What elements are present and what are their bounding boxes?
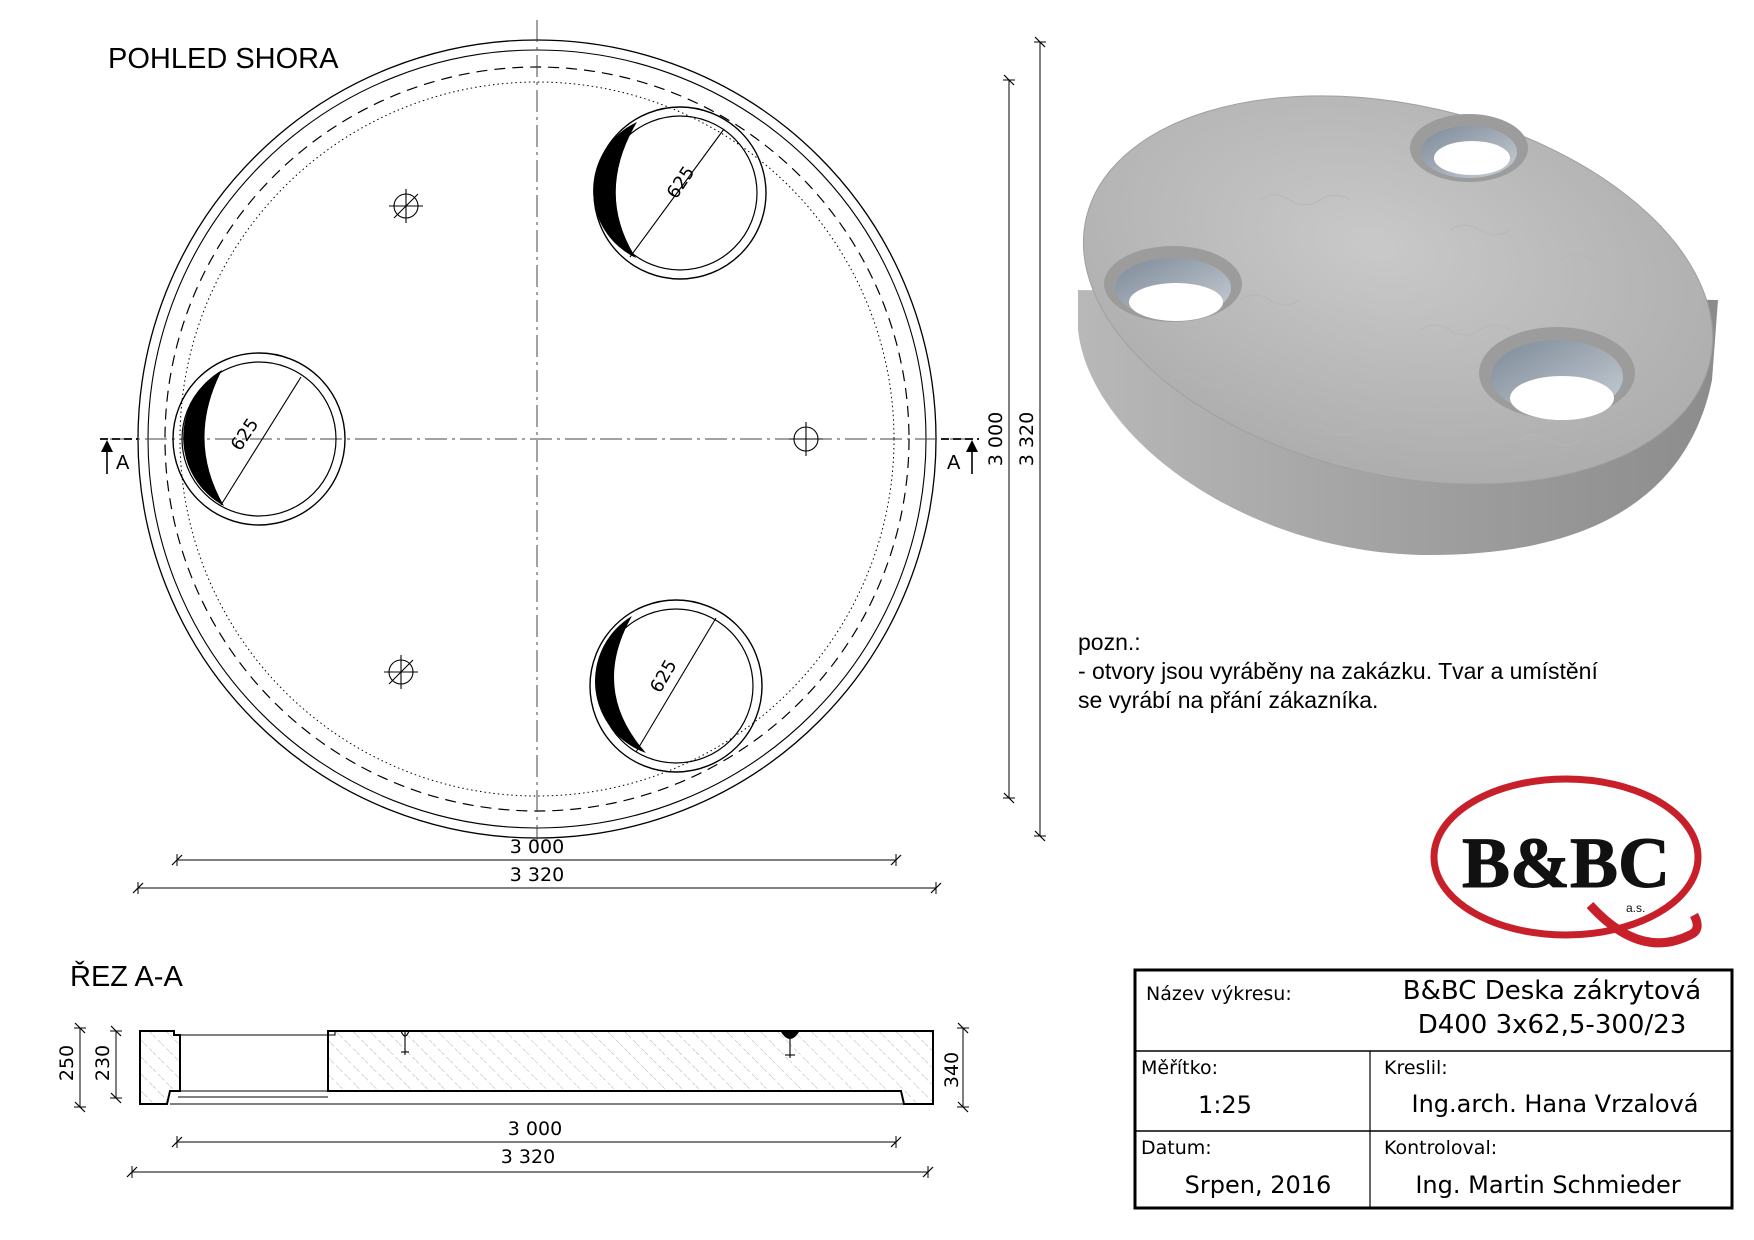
lifting-anchor-1 xyxy=(389,189,423,223)
svg-text:230: 230 xyxy=(92,1044,114,1082)
dimension-3320-horizontal xyxy=(138,864,936,888)
top-view xyxy=(100,20,1040,888)
dimension-340 xyxy=(941,1028,963,1107)
opening-top-right xyxy=(593,107,766,279)
lifting-anchor-2 xyxy=(789,422,823,456)
drawing-name-label: Název výkresu: xyxy=(1146,983,1292,1005)
dimension-3000-vertical xyxy=(985,80,1009,798)
section-main-part xyxy=(328,1031,933,1104)
svg-text:3 320: 3 320 xyxy=(1016,411,1038,467)
svg-text:3 320: 3 320 xyxy=(509,864,565,886)
slab-3d-render xyxy=(1045,38,1752,555)
dimension-3000-horizontal xyxy=(177,836,896,860)
svg-text:A: A xyxy=(947,452,961,474)
opening-diameter-label: 625 xyxy=(226,414,264,455)
section-view xyxy=(56,960,963,1172)
date-label: Datum: xyxy=(1141,1137,1212,1159)
top-view-title: POHLED SHORA xyxy=(108,43,339,75)
dimension-230 xyxy=(92,1031,116,1098)
render-opening-left xyxy=(1104,246,1242,322)
opening-diameter-label: 625 xyxy=(646,656,682,697)
scale-value: 1:25 xyxy=(1198,1091,1252,1119)
opening-diameter-label: 625 xyxy=(662,162,700,203)
drawing-name-line2: D400 3x62,5-300/23 xyxy=(1417,1010,1687,1040)
note-heading: pozn.: xyxy=(1078,629,1141,655)
note-line-2: se vyrábí na přání zákazníka. xyxy=(1078,687,1379,713)
section-marker-left xyxy=(100,439,138,474)
svg-text:3 000: 3 000 xyxy=(509,836,565,858)
drawing-name-line1: B&BC Deska zákrytová xyxy=(1402,976,1702,1006)
scale-label: Měřítko: xyxy=(1141,1057,1218,1079)
note-line-1: - otvory jsou vyráběny na zakázku. Tvar a umístění xyxy=(1078,658,1598,684)
checked-by-value: Ing. Martin Schmieder xyxy=(1415,1171,1681,1199)
svg-text:3 000: 3 000 xyxy=(507,1118,563,1140)
dimension-section-3320 xyxy=(132,1146,928,1172)
drawn-by-value: Ing.arch. Hana Vrzalová xyxy=(1411,1090,1699,1118)
logo-suffix: a.s. xyxy=(1626,901,1646,915)
production-note xyxy=(1078,628,1598,715)
dimension-3320-vertical xyxy=(1016,42,1040,836)
dimension-250 xyxy=(56,1028,80,1107)
svg-text:250: 250 xyxy=(56,1044,78,1082)
svg-text:3 320: 3 320 xyxy=(500,1146,556,1168)
section-opening-outline xyxy=(180,1031,340,1035)
section-marker-right xyxy=(941,439,979,474)
logo-text: B&BC xyxy=(1461,823,1671,903)
section-view-title: ŘEZ A-A xyxy=(70,961,183,993)
svg-text:340: 340 xyxy=(941,1051,963,1089)
opening-bottom xyxy=(590,600,762,772)
svg-text:A: A xyxy=(116,452,130,474)
drawn-by-label: Kreslil: xyxy=(1384,1057,1448,1079)
lifting-anchor-3 xyxy=(384,655,418,689)
render-opening-top xyxy=(1410,114,1528,182)
company-logo xyxy=(1434,779,1698,943)
svg-text:3 000: 3 000 xyxy=(985,411,1007,467)
date-value: Srpen, 2016 xyxy=(1184,1171,1332,1199)
dimension-section-3000 xyxy=(177,1118,896,1142)
section-left-part xyxy=(140,1031,180,1104)
title-block xyxy=(1135,970,1732,1208)
checked-by-label: Kontroloval: xyxy=(1384,1137,1498,1159)
